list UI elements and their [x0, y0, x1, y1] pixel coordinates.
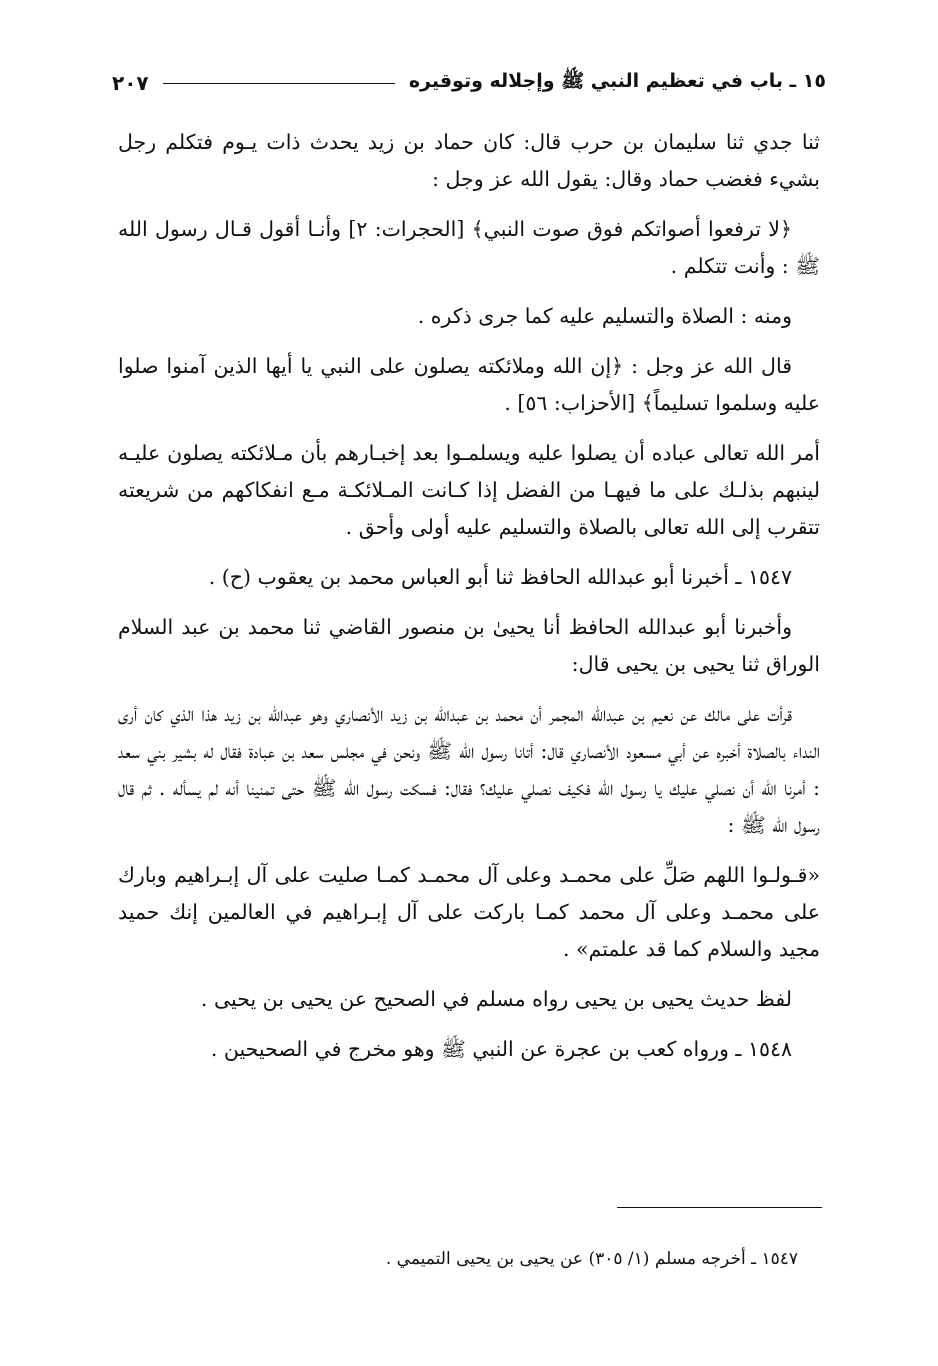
- chapter-title: ١٥ ـ باب في تعظيم النبي ﷺ وإجلاله وتوقيره: [408, 70, 826, 92]
- paragraph-takhrij: لفظ حديث يحيى بن يحيى رواه مسلم في الصحيح عن يحيى بن يحيى .: [200, 987, 792, 1011]
- page-number: ٢٠٧: [112, 71, 149, 95]
- paragraph-quran-hujurat: ﴿لا ترفعوا أصواتكم فوق صوت النبي﴾ [الحجرات: ٢] وأنـا أقول قـال رسول الله ﷺ : وأنت تتكلم .: [118, 217, 820, 278]
- main-text: [118, 124, 820, 1081]
- header-rule: [163, 83, 395, 84]
- paragraph-second-chain: وأخبرنا أبو عبدالله الحافظ أنا يحيىٰ بن منصور القاضي ثنا محمد بن عبد السلام الوراق ثنا يحيى بن يحيى قال:: [118, 615, 820, 676]
- running-header: [112, 66, 826, 100]
- footnote-separator: [617, 1207, 822, 1208]
- paragraph-section-intro: ومنه : الصلاة والتسليم عليه كما جرى ذكره .: [417, 304, 792, 328]
- footnote: ١٥٤٧ ـ أخرجه مسلم (١/ ٣٠٥) عن يحيى بن يحيى التميمي .: [385, 1249, 798, 1269]
- paragraph-hadith-1547: ١٥٤٧ ـ أخبرنا أبو عبدالله الحافظ ثنا أبو العباس محمد بن يعقوب (ح) .: [208, 565, 792, 589]
- paragraph-quran-ahzab: قال الله عز وجل : ﴿إن الله وملائكته يصلون على النبي يا أيها الذين آمنوا صلوا عليه وسلموا تسليماً﴾ [الأحزاب: ٥٦] .: [118, 354, 820, 415]
- paragraph-salawat: «قـولـوا اللهم صَلِّ على محمـد وعلى آل محمـد كمـا صليت على آل إبـراهيم وبارك على محمـد وعلى آل محمد كمـا باركت على آل إبـراهيم في العالمين إنك حميد مجيد والسلام كما قد علمتم» .: [118, 863, 820, 961]
- paragraph-hadith-1548: ١٥٤٨ ـ ورواه كعب بن عجرة عن النبي ﷺ وهو مخرج في الصحيحين .: [210, 1037, 792, 1061]
- paragraph-isnad: ثنا جدي ثنا سليمان بن حرب قال: كان حماد بن زيد يحدث ذات يـوم فتكلم رجل بشيء فغضب حماد وقال: يقول الله عز وجل :: [118, 130, 820, 191]
- paragraph-hadith-text: قرأت على مالك عن نعيم بن عبدالله المجمر أن محمد بن عبدالله بن زيد الأنصاري وهو عبدالله بن زيد هذا الذي كان أرى النداء بالصلاة أخبره عن أبي مسعود الأنصاري قال: أتانا رسول الله ﷺ ونحن في مجلس سعد بن عبادة فقال له بشير بني سعد : أمرنا الله أن نصلي عليك يا رسول الله فكيف نصلي عليك؟ فقال: فسكت رسول الله ﷺ حتى تمنينا أنه لم يسأله . ثم قال رسول الله ﷺ :: [118, 702, 820, 837]
- paragraph-commentary: أمر الله تعالى عباده أن يصلوا عليه ويسلمـوا بعد إخبـارهم بأن مـلائكته يصلون عليـه لينبهم بذلـك على ما فيهـا من الفضل إذا كـانت المـلائكـة مـع انفكاكهم من شريعته تتقرب إلى الله تعالى بالصلاة والتسليم عليه أولى وأحق .: [118, 441, 820, 539]
